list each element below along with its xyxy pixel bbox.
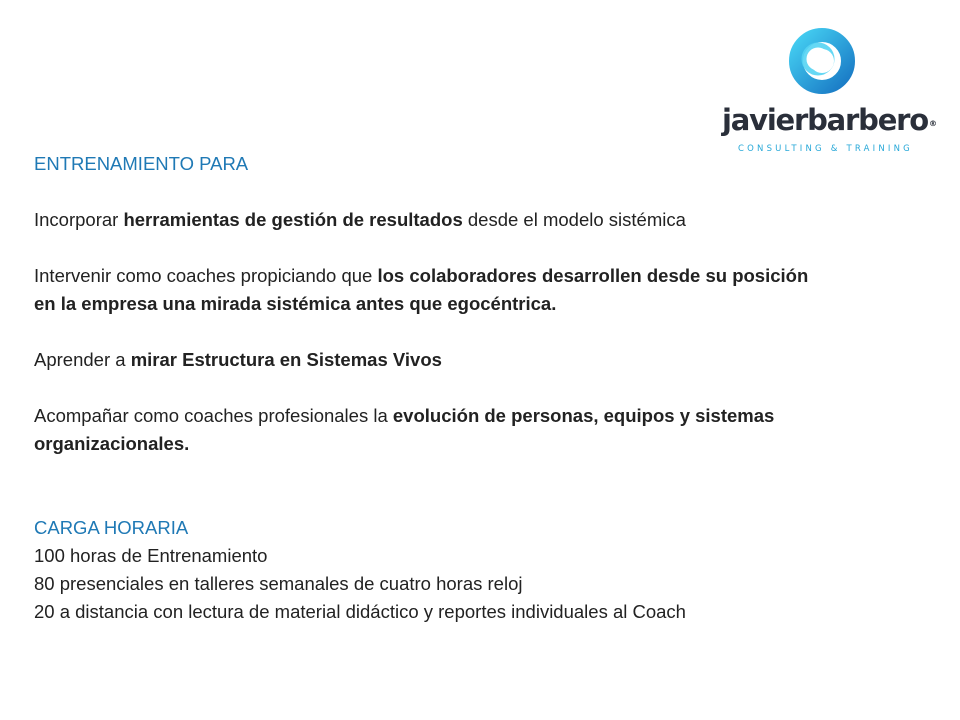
training-item [34, 206, 834, 234]
schedule-line: 20 a distancia con lectura de material didáctico y reportes individuales al Coach [34, 601, 686, 622]
slide-content [34, 150, 834, 626]
item-text: desde el modelo sistémica [462, 209, 686, 230]
item-highlight: evolución de personas, equipos y sistemas organizacionales. [34, 405, 775, 454]
training-heading: ENTRENAMIENTO PARA [34, 153, 249, 174]
item-text: Incorporar [34, 209, 124, 230]
training-item [34, 262, 834, 318]
training-item [34, 402, 834, 458]
registered-mark: ® [929, 119, 936, 128]
schedule-line: 100 horas de Entrenamiento [34, 545, 268, 566]
item-text: Acompañar como coaches profesionales la [34, 405, 393, 426]
logo-word-bold: barbero [807, 103, 929, 137]
training-item [34, 346, 834, 374]
logo-word-regular: javier [722, 103, 808, 137]
schedule-heading: CARGA HORARIA [34, 517, 189, 538]
logo-tagline: CONSULTING & TRAINING [738, 144, 913, 154]
item-highlight: mirar Estructura en Sistemas Vivos [130, 349, 442, 370]
item-text: Intervenir como coaches propiciando que [34, 265, 378, 286]
brand-logo [700, 22, 936, 154]
logo-wordmark [722, 103, 936, 137]
item-text: Aprender a [34, 349, 131, 370]
ring-logo-icon [787, 26, 857, 96]
item-highlight: los colaboradores desarrollen desde su posición en la empresa una mirada sistémica antes que egocéntrica. [34, 265, 809, 314]
schedule-line: 80 presenciales en talleres semanales de cuatro horas reloj [34, 573, 523, 594]
item-highlight: herramientas de gestión de resultados [123, 209, 463, 230]
